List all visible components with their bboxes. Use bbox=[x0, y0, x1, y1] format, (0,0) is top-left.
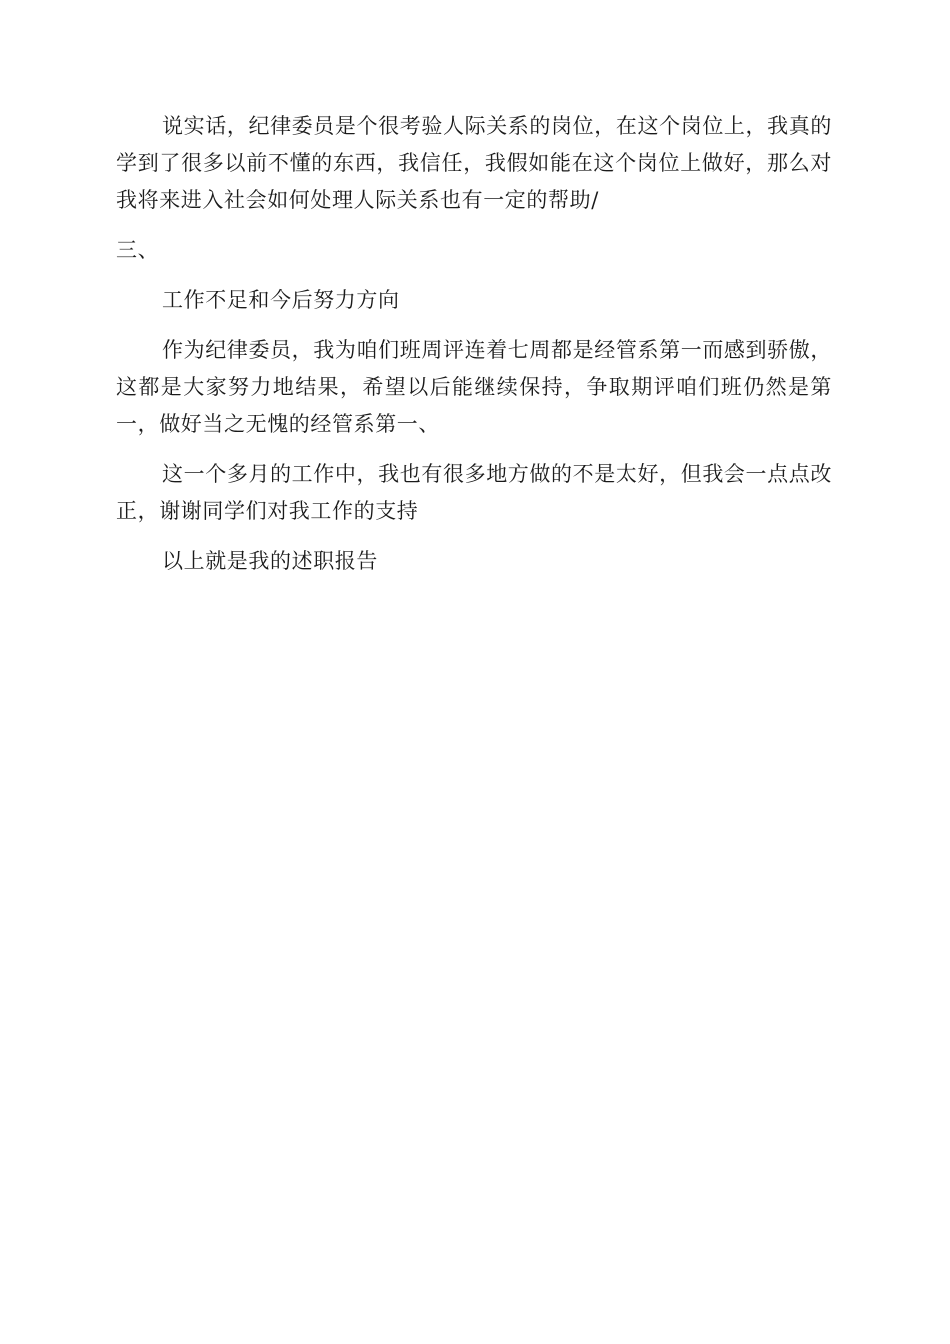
paragraph-reflection: 说实话，纪律委员是个很考验人际关系的岗位，在这个岗位上，我真的学到了很多以前不懂的东西，我信任，我假如能在这个岗位上做好，那么对我将来进入社会如何处理人际关系也有一定的帮助/ bbox=[116, 114, 832, 212]
paragraph-achievement: 作为纪律委员，我为咱们班周评连着七周都是经管系第一而感到骄傲，这都是大家努力地结果，希望以后能继续保持，争取期评咱们班仍然是第一，做好当之无愧的经管系第一、 bbox=[116, 338, 832, 436]
document-body bbox=[116, 108, 832, 593]
section-number-three: 三、 bbox=[116, 238, 160, 262]
paragraph-improvement: 这一个多月的工作中，我也有很多地方做的不是太好，但我会一点点改正，谢谢同学们对我工作的支持 bbox=[116, 462, 832, 523]
paragraph-closing: 以上就是我的述职报告 bbox=[162, 549, 378, 573]
section-title-shortcomings: 工作不足和今后努力方向 bbox=[162, 288, 400, 312]
